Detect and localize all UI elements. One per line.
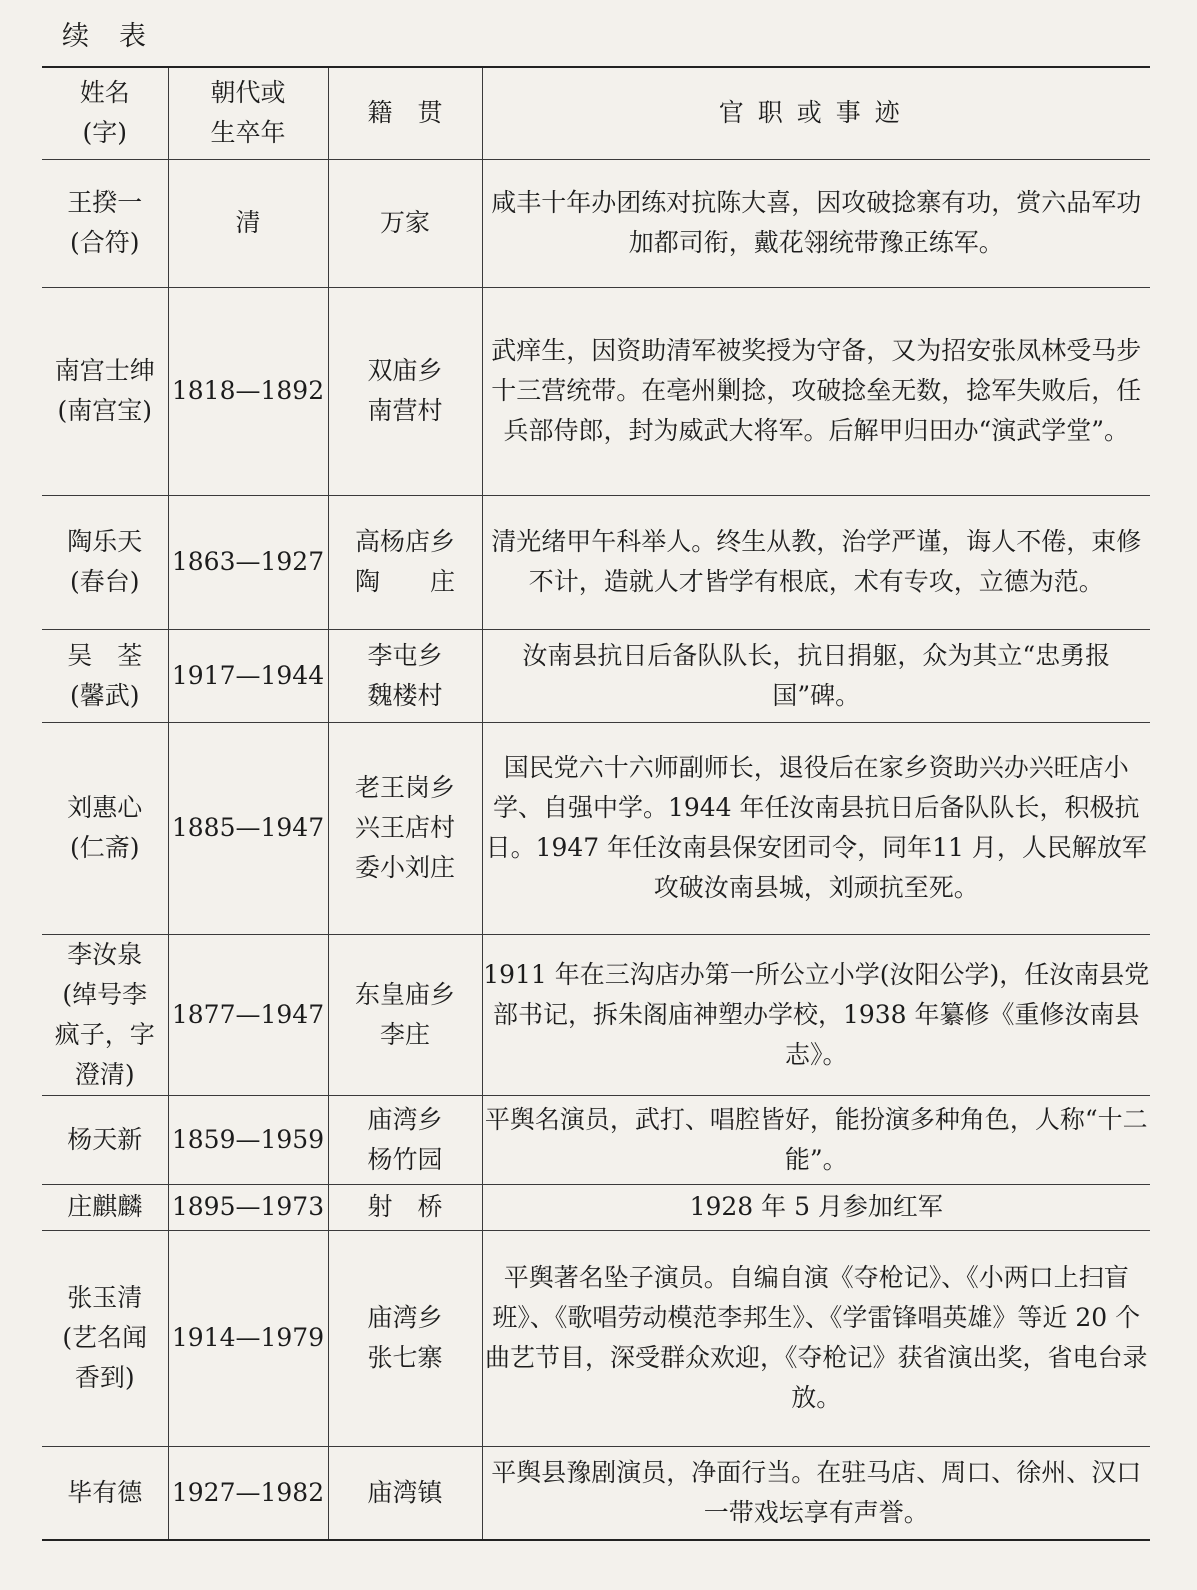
person-origin: 高杨店乡 陶 庄: [328, 495, 482, 629]
person-origin: 射 桥: [328, 1184, 482, 1230]
person-deeds: 国民党六十六师副师长，退役后在家乡资助兴办兴旺店小学、自强中学。1944 年任汝南县抗日后备队队长，积极抗日。1947 年任汝南县保安团司令，同年11 月，人民解放军攻破汝南县城，刘顽抗至死。: [482, 722, 1150, 934]
person-era: 1818—1892: [168, 287, 328, 495]
header-name: 姓名 (字): [42, 67, 168, 159]
person-era: 1927—1982: [168, 1446, 328, 1540]
person-deeds: 平舆县豫剧演员，净面行当。在驻马店、周口、徐州、汉口一带戏坛享有声誉。: [482, 1446, 1150, 1540]
table-row: [42, 1230, 1150, 1446]
header-origin: 籍 贯: [328, 67, 482, 159]
person-name: 吴 荃 (馨武): [42, 629, 168, 722]
table-row: [42, 629, 1150, 722]
person-name: 刘惠心 (仁斋): [42, 722, 168, 934]
person-era: 清: [168, 159, 328, 287]
person-origin: 万家: [328, 159, 482, 287]
person-name: 庄麒麟: [42, 1184, 168, 1230]
person-name: 南宫士绅 (南宫宝): [42, 287, 168, 495]
person-deeds: 平舆著名坠子演员。自编自演《夺枪记》、《小两口上扫盲班》、《歌唱劳动模范李邦生》、《学雷锋唱英雄》等近 20 个曲艺节目，深受群众欢迎，《夺枪记》获省演出奖，省电台录放。: [482, 1230, 1150, 1446]
person-deeds: 清光绪甲午科举人。终生从教，治学严谨，诲人不倦，束修不计，造就人才皆学有根底，术有专攻，立德为范。: [482, 495, 1150, 629]
person-era: 1877—1947: [168, 934, 328, 1095]
person-name: 张玉清 (艺名闻 香到): [42, 1230, 168, 1446]
table-row: [42, 159, 1150, 287]
table-row: [42, 495, 1150, 629]
person-era: 1914—1979: [168, 1230, 328, 1446]
person-era: 1917—1944: [168, 629, 328, 722]
table-row: [42, 1095, 1150, 1184]
table-row: [42, 1184, 1150, 1230]
person-deeds: 武痒生，因资助清军被奖授为守备，又为招安张凤林受马步十三营统带。在亳州剿捻，攻破捻垒无数，捻军失败后，任兵部侍郎，封为威武大将军。后解甲归田办“演武学堂”。: [482, 287, 1150, 495]
person-deeds: 咸丰十年办团练对抗陈大喜，因攻破捻寨有功，赏六品军功加都司衔，戴花翎统带豫正练军。: [482, 159, 1150, 287]
person-deeds: 1911 年在三沟店办第一所公立小学(汝阳公学)，任汝南县党部书记，拆朱阁庙神塑办学校，1938 年纂修《重修汝南县志》。: [482, 934, 1150, 1095]
person-origin: 庙湾乡 张七寨: [328, 1230, 482, 1446]
person-name: 王揆一 (合符): [42, 159, 168, 287]
person-name: 毕有德: [42, 1446, 168, 1540]
biography-table: [42, 66, 1150, 1541]
continuation-label: 续表: [62, 21, 176, 52]
person-deeds: 汝南县抗日后备队队长，抗日捐躯，众为其立“忠勇报国”碑。: [482, 629, 1150, 722]
header-deeds: 官职或事迹: [482, 67, 1150, 159]
header-era: 朝代或 生卒年: [168, 67, 328, 159]
table-row: [42, 722, 1150, 934]
table-row: [42, 934, 1150, 1095]
person-deeds: 1928 年 5 月参加红军: [482, 1184, 1150, 1230]
table-header-row: [42, 67, 1150, 159]
person-deeds: 平舆名演员，武打、唱腔皆好，能扮演多种角色，人称“十二能”。: [482, 1095, 1150, 1184]
person-origin: 东皇庙乡 李庄: [328, 934, 482, 1095]
person-origin: 庙湾乡 杨竹园: [328, 1095, 482, 1184]
person-name: 李汝泉 (绰号李 疯子，字 澄清): [42, 934, 168, 1095]
person-name: 陶乐天 (春台): [42, 495, 168, 629]
person-era: 1859—1959: [168, 1095, 328, 1184]
person-origin: 庙湾镇: [328, 1446, 482, 1540]
person-name: 杨天新: [42, 1095, 168, 1184]
person-era: 1895—1973: [168, 1184, 328, 1230]
person-era: 1885—1947: [168, 722, 328, 934]
person-era: 1863—1927: [168, 495, 328, 629]
table-row: [42, 287, 1150, 495]
table-row: [42, 1446, 1150, 1540]
person-origin: 李屯乡 魏楼村: [328, 629, 482, 722]
person-origin: 老王岗乡 兴王店村 委小刘庄: [328, 722, 482, 934]
person-origin: 双庙乡 南营村: [328, 287, 482, 495]
